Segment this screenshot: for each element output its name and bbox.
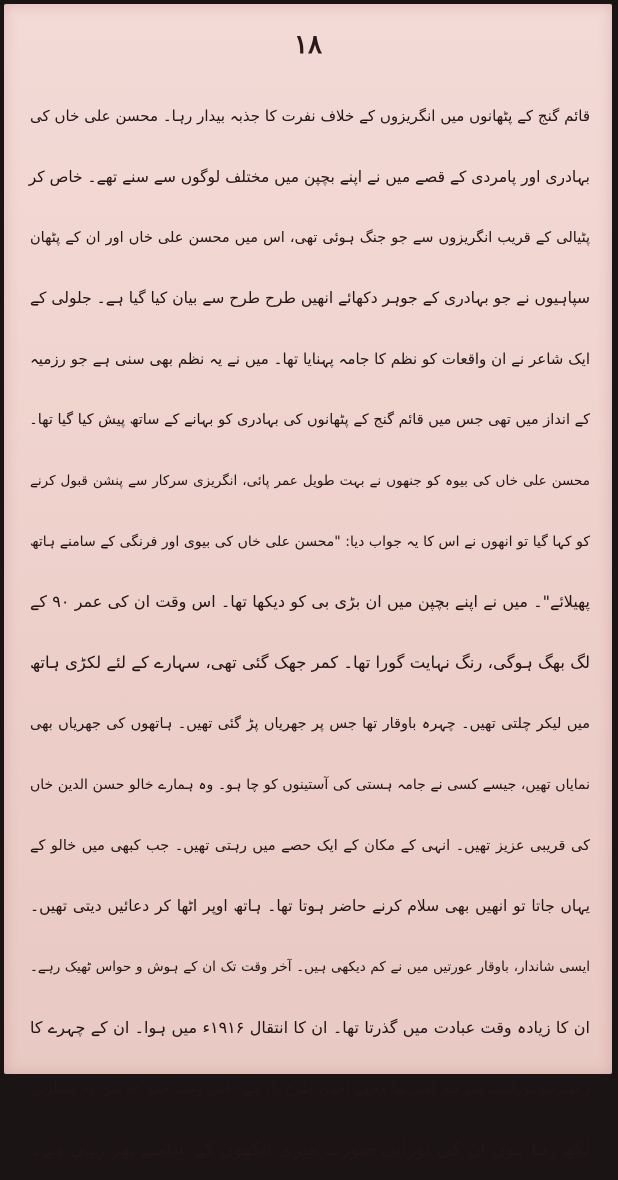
text-line: لگ بھگ ہوگی، رنگ نہایت گورا تھا۔ کمر جھک گئی تھی، سہارے کے لئے لکڑی ہاتھ <box>30 653 590 673</box>
text-line: پھیلائے"۔ میں نے اپنے بچپن میں ان بڑی بی کو دیکھا تھا۔ اس وقت ان کی عمر ۹۰ کے <box>30 592 590 612</box>
text-line: قائم گنج کے پٹھانوں میں انگریزوں کے خلاف نفرت کا جذبہ بیدار رہا۔ محسن علی خاں کی <box>30 107 590 125</box>
text-line: لکھ رہا ہوں ان کی نورانی صورت میری آنکھوں کے سامنے پھر رہی ہے۔ <box>31 1138 590 1160</box>
text-line: محسن علی خاں کی بیوہ کو جنھوں نے بہت طویل عمر پائی، انگریزی سرکار سے پنشن قبول کرنے <box>30 472 590 489</box>
page-number: ۱۸ <box>294 30 322 60</box>
text-line: یہاں جاتا تو انھیں بھی سلام کرنے حاضر ہوتا تھا۔ ہاتھ اوپر اٹھا کر دعائیں دیتی تھیں۔ <box>30 897 590 916</box>
text-line: کے انداز میں تھی جس میں قائم گنج کے پٹھانوں کی بہادری کو بہانے کے ساتھ پیش کیا گیا تھا۔ <box>29 411 590 428</box>
urdu-body-text <box>30 86 590 1180</box>
text-line: سپاہیوں نے جو بہادری کے جوہر دکھائے انھیں طرح طرح سے بیان کیا گیا ہے۔ جلولی کے <box>29 289 590 308</box>
text-line: کی قریبی عزیز تھیں۔ انہی کے مکان کے ایک حصے میں رہتی تھیں۔ جب کبھی میں خالو کے <box>30 837 590 854</box>
book-page <box>4 4 612 1160</box>
text-line: ان کا زیادہ وقت عبادت میں گذرتا تھا۔ ان کا انتقال ۱۹۱۶ء میں ہوا۔ ان کے چہرے کا <box>30 1017 590 1037</box>
text-line: کو کہا گیا تو انھوں نے اس کا یہ جواب دیا: "محسن علی خاں کی بیوی اور فرنگی کے سامنے ہاتھ <box>30 533 590 550</box>
text-line: نمایاں تھیں، جیسے کسی نے جامہ ہستی کی آستینوں کو چا ہو۔ وہ ہمارے خالو حسن الدین خاں <box>30 776 590 793</box>
text-line: میں لیکر چلتی تھیں۔ چہرہ باوقار تھا جس پر جھریاں پڑ گئی تھیں۔ ہاتھوں کی جھریاں بھی <box>30 715 590 732</box>
text-line: ایسی شاندار، باوقار عورتیں میں نے کم دیکھی ہیں۔ آخر وقت تک ان کے ہوش و حواس ٹھیک رہے۔ <box>30 959 590 976</box>
text-line: ایک شاعر نے ان واقعات کو نظم کا جامہ پہنایا تھا۔ میں نے یہ نظم بھی سنی ہے جو رزمیہ <box>30 350 590 369</box>
text-line: پٹیالی کے قریب انگریزوں سے جو جنگ ہوئی تھی، اس میں محسن علی خاں اور ان کے پٹھان <box>30 229 590 246</box>
text-line: بہادری اور پامردی کے قصے میں نے اپنے بچپن میں مختلف لوگوں سے سنے تھے۔ خاص کر <box>28 167 590 186</box>
text-line: رعب جو نورانیت سے ہم آمیز تھا مجھے اچھی طرح یاد ہے۔ اس وقت جب کہ میں یہ سطریں <box>30 1080 590 1097</box>
